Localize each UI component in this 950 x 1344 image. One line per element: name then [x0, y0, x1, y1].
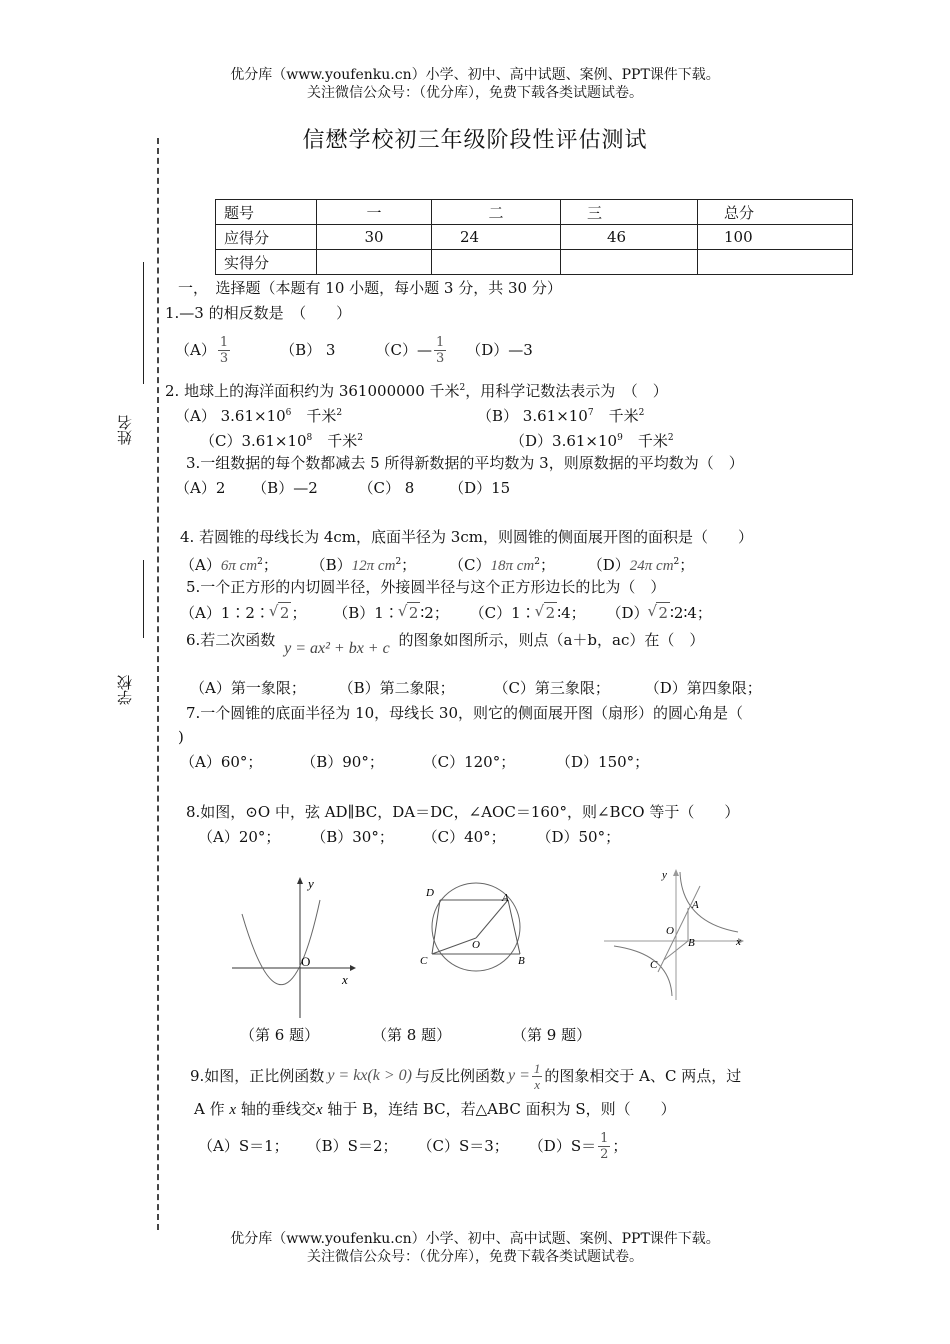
option-a: （A） — [175, 341, 216, 359]
option-b: （B）S＝2； — [306, 1137, 398, 1155]
inverse-function-lhs: y = — [507, 1067, 530, 1084]
name-underline — [143, 262, 144, 384]
option-a: （A）2 — [175, 479, 226, 497]
option-a: （A）20°； — [198, 828, 281, 846]
chord-ab — [508, 900, 520, 954]
point-o-label: O — [472, 939, 480, 951]
option-b: （B）90°； — [301, 753, 384, 771]
figure-9-hyperbola — [600, 862, 750, 1002]
fraction: $\frac{1}{2}$ — [600, 1130, 609, 1162]
point-a-label: A — [692, 899, 699, 911]
question-9-options: （A）S＝1； （B）S＝2； （C）S＝3； （D）S＝ $\frac{1}{2}$ ； — [198, 1130, 628, 1162]
name-label: 姓名 — [116, 415, 134, 445]
direct-proportion-function: y = kx(k > 0) — [327, 1067, 412, 1084]
point-a-label: A — [502, 892, 509, 904]
option-c: （C）120°； — [422, 753, 516, 771]
question-4-options — [180, 552, 694, 576]
option-c: （C）18π $cm^2$； — [448, 556, 555, 574]
question-6-stem: 6.若二次函数 y = ax² + bx + c 的图象如图所示，则点（a＋b，ac）在（ ） — [186, 631, 705, 657]
fraction: $\frac{1}{3}$ — [219, 334, 229, 366]
question-6-options — [190, 678, 762, 698]
option-c: （C） 8 — [358, 479, 415, 497]
segment-co — [432, 938, 476, 954]
binding-dashed-line — [157, 138, 159, 1230]
question-3-stem: 3.一组数据的每个数都减去 5 所得新数据的平均数为 3，则原数据的平均数为（ ） — [186, 454, 744, 472]
header-line-1: 优分库（www.youfenku.cn）小学、初中、高中试题、案例、PPT课件下载。 — [230, 67, 720, 83]
option-b: （B）12π $cm^2$； — [310, 556, 417, 574]
table-cell: 30 — [317, 225, 432, 250]
question-5-options — [180, 602, 712, 623]
question-8-stem: 8.如图，⊙O 中，弦 AD∥BC，DA＝DC，∠AOC＝160°，则∠BCO 等于（ ） — [186, 803, 740, 821]
parabola-curve — [242, 900, 320, 985]
table-cell: 题号 — [216, 200, 317, 225]
table-cell: 24 — [432, 225, 561, 250]
option-b: （B）第二象限； — [338, 679, 455, 697]
header-line-2: 关注微信公众号：（优分库），免费下载各类试题试卷。 — [307, 85, 643, 101]
x-axis-arrow — [350, 965, 356, 971]
footer-line-2: 关注微信公众号：（优分库），免费下载各类试题试卷。 — [307, 1249, 643, 1265]
option-d: （D）√ 2 ∶2∶4； — [606, 604, 711, 622]
figure-8-circle — [418, 882, 538, 972]
page-title: 信懋学校初三年级阶段性评估测试 — [302, 128, 648, 153]
option-c: （C）40°； — [422, 828, 506, 846]
x-label: x — [736, 936, 741, 948]
table-cell[interactable] — [561, 250, 698, 275]
option-b: （B）30°； — [311, 828, 394, 846]
option-c: （C）— — [375, 341, 432, 359]
question-3-options — [175, 478, 510, 498]
table-row — [216, 250, 853, 275]
option-a: （A） $3.61\times 10^6$ 千米$^2$ — [175, 407, 343, 425]
y-label: y — [308, 876, 314, 891]
option-c: （C）1∶√ 2 ∶4； — [470, 604, 586, 622]
figure-6-parabola — [228, 872, 358, 1022]
footer-line-1: 优分库（www.youfenku.cn）小学、初中、高中试题、案例、PPT课件下载。 — [230, 1231, 720, 1247]
question-8-options — [198, 827, 620, 847]
option-a: （A）S＝1； — [198, 1137, 289, 1155]
figure-9-caption: （第 9 题） — [512, 1026, 592, 1044]
option-d: （D）150°； — [556, 753, 650, 771]
school-underline — [143, 560, 144, 638]
section-heading: 一， 选择题（本题有 10 小题，每小题 3 分，共 30 分） — [178, 279, 562, 297]
point-d-label: D — [426, 887, 434, 899]
table-cell: 一 — [317, 200, 432, 225]
y-axis-arrow — [673, 869, 679, 876]
y-label: y — [662, 869, 667, 881]
figure-6-caption: （第 6 题） — [240, 1026, 320, 1044]
point-c-label: C — [650, 959, 658, 971]
figure-8-caption: （第 8 题） — [372, 1026, 452, 1044]
option-b: （B） 3 — [280, 341, 336, 359]
option-a: （A）6π $cm^2$； — [180, 556, 278, 574]
point-o-label: O — [666, 925, 674, 937]
fraction: $\frac{1}{3}$ — [435, 334, 445, 366]
table-cell: 总分 — [698, 200, 853, 225]
option-d: （D）15 — [449, 479, 511, 497]
question-2-stem: 2. 地球上的海洋面积约为 361000000 千米$^2$，用科学记数法表示为 （ ） — [165, 382, 668, 400]
option-b: （B） $3.61\times 10^7$ 千米$^2$ — [477, 407, 645, 425]
option-a: （A）1∶2∶√ 2 ； — [180, 604, 306, 622]
school-label: 学校 — [116, 675, 134, 705]
table-cell[interactable] — [698, 250, 853, 275]
question-7-stem-tail: ) — [178, 728, 184, 746]
table-cell: 46 — [561, 225, 698, 250]
option-c: （C）第三象限； — [493, 679, 610, 697]
table-cell: 实得分 — [216, 250, 317, 275]
score-table — [215, 199, 853, 275]
question-7-stem: 7.一个圆锥的底面半径为 10，母线长 30，则它的侧面展开图（扇形）的圆心角是（ — [186, 704, 744, 722]
table-cell: 三 — [561, 200, 698, 225]
question-9-stem-line-2: A 作 x 轴的垂线交x 轴于 B，连结 BC，若△ABC 面积为 S，则（ ） — [194, 1100, 676, 1118]
option-d: （D）24π $cm^2$； — [587, 556, 695, 574]
option-b: （B）1∶√ 2 ∶2； — [333, 604, 449, 622]
point-b-label: B — [688, 937, 695, 949]
point-b-label: B — [518, 955, 525, 967]
option-d: （D）第四象限； — [644, 679, 762, 697]
question-7-options — [180, 752, 649, 772]
hyperbola-branch-2 — [614, 946, 672, 996]
origin-label: O — [301, 954, 311, 969]
option-c: $(C)3.61\times 10^8$ 千米$^2$ — [200, 432, 364, 450]
option-a: （A）60°； — [180, 753, 263, 771]
x-label: x — [342, 972, 348, 987]
quadratic-function: y = ax² + bx + c — [284, 640, 390, 657]
option-d: （D）50°； — [536, 828, 621, 846]
table-cell: 二 — [432, 200, 561, 225]
segment-oa — [476, 900, 508, 938]
question-9-stem: 9.如图，正比例函数 y = kx(k > 0) 与反比例函数 y = $\frac{1}{x}$ 的图象相交于 A、C 两点，过 — [190, 1060, 742, 1092]
fraction: $\frac{1}{x}$ — [533, 1060, 541, 1092]
table-cell: 应得分 — [216, 225, 317, 250]
table-cell[interactable] — [317, 250, 432, 275]
table-row — [216, 200, 853, 225]
hyperbola-branch-1 — [680, 872, 738, 932]
question-5-stem: 5.一个正方形的内切圆半径，外接圆半径与这个正方形边长的比为（ ） — [186, 578, 666, 596]
y-axis-arrow — [297, 877, 303, 884]
option-d: （D）S＝ — [528, 1137, 597, 1155]
question-1-stem: 1.—3 的相反数是 （ ） — [165, 304, 352, 322]
point-c-label: C — [420, 955, 428, 967]
question-1-options — [175, 330, 533, 370]
table-cell[interactable] — [432, 250, 561, 275]
option-d: $(D)3.61\times 10^9$ 千米$^2$ — [510, 432, 674, 450]
table-row — [216, 225, 853, 250]
option-d: （D）—3 — [466, 341, 533, 359]
table-cell: 100 — [698, 225, 853, 250]
option-a: （A）第一象限； — [190, 679, 306, 697]
option-c: （C）S＝3； — [417, 1137, 509, 1155]
question-4-stem: 4. 若圆锥的母线长为 4cm，底面半径为 3cm，则圆锥的侧面展开图的面积是（ ） — [180, 528, 753, 546]
option-b: （B）—2 — [252, 479, 318, 497]
